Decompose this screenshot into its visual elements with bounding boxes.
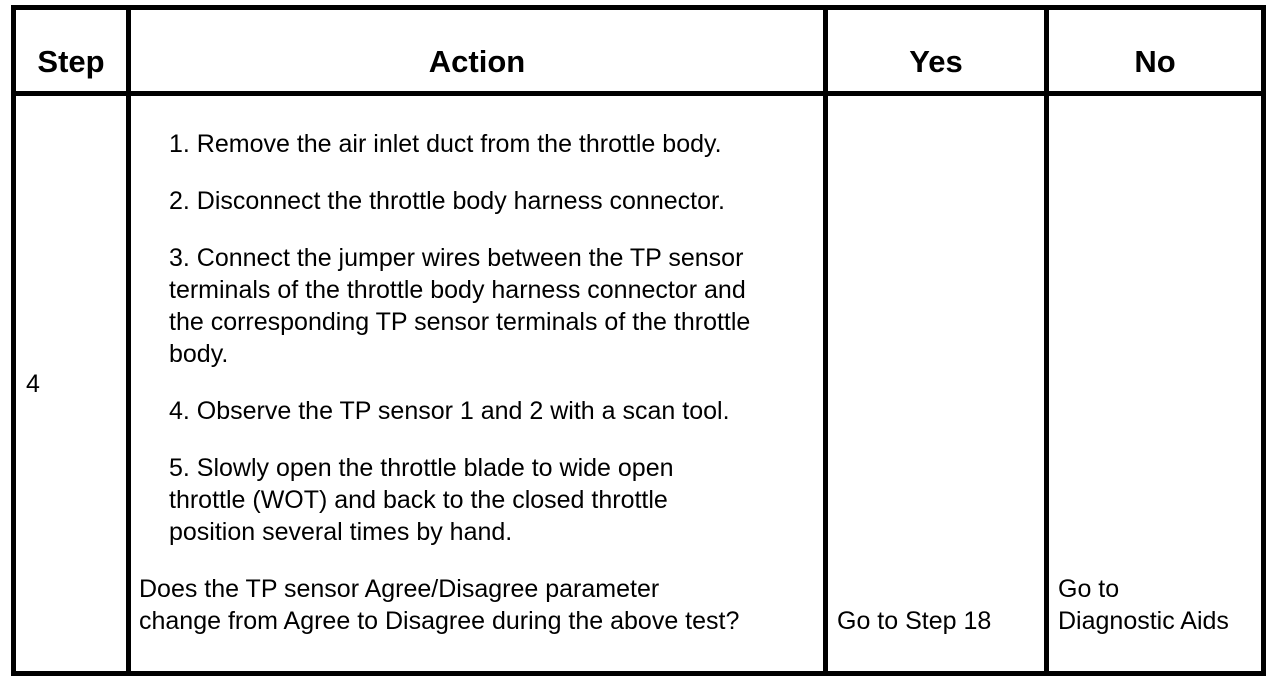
step-number: 4 [26, 370, 40, 398]
header-step: Step [37, 44, 105, 79]
action-item [169, 242, 750, 370]
header-no: No [1134, 44, 1176, 79]
header-yes: Yes [909, 44, 963, 79]
action-item [169, 185, 725, 217]
action-line: terminals of the throttle body harness connector and [169, 276, 746, 304]
action-line: 2. Disconnect the throttle body harness connector. [169, 187, 725, 215]
action-item [169, 395, 730, 427]
action-line: 1. Remove the air inlet duct from the throttle body. [169, 130, 722, 158]
question-text [139, 573, 739, 637]
column-divider-action [823, 5, 828, 676]
column-divider-yes [1044, 5, 1049, 676]
action-line: position several times by hand. [169, 518, 513, 546]
question-line: change from Agree to Disagree during the above test? [139, 607, 740, 635]
action-item [169, 128, 722, 160]
header-action: Action [428, 44, 526, 79]
no-result [1058, 573, 1229, 637]
action-line: 4. Observe the TP sensor 1 and 2 with a scan tool. [169, 397, 730, 425]
column-divider-step [126, 5, 131, 676]
action-line: throttle (WOT) and back to the closed throttle [169, 486, 668, 514]
yes-result [837, 605, 991, 637]
no-line: Diagnostic Aids [1058, 607, 1229, 635]
action-item [169, 452, 674, 548]
action-line: body. [169, 340, 229, 368]
header-divider [11, 91, 1266, 96]
action-line: 5. Slowly open the throttle blade to wide open [169, 454, 674, 482]
no-line: Go to [1058, 575, 1120, 603]
question-line: Does the TP sensor Agree/Disagree parameter [139, 575, 660, 603]
action-line: the corresponding TP sensor terminals of the throttle [169, 308, 751, 336]
yes-line: Go to Step 18 [837, 607, 992, 635]
action-line: 3. Connect the jumper wires between the TP sensor [169, 244, 744, 272]
